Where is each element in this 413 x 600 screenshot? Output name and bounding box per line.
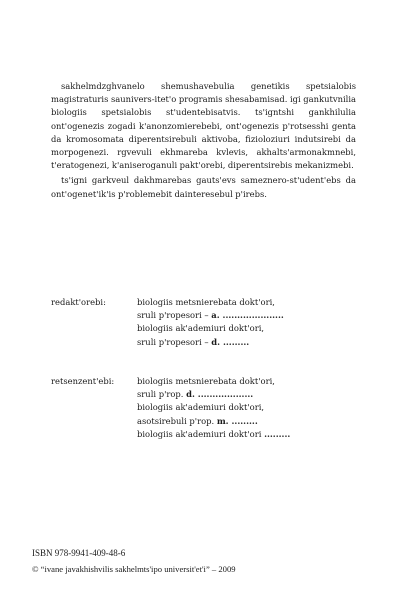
reviewer-line bbox=[137, 375, 275, 388]
copyright: © “ivane javakhishvilis sakhelmts'ipo universit'et'i” – 2009 bbox=[32, 564, 236, 574]
editor-line bbox=[137, 296, 275, 309]
editors-row-2 bbox=[51, 309, 371, 322]
reviewer-title: biologiis metsnierebata dokt'ori, bbox=[137, 376, 275, 386]
editor-name: a. ..................... bbox=[211, 310, 284, 321]
isbn: ISBN 978-9941-409-48-6 bbox=[32, 548, 126, 558]
editors-block bbox=[51, 296, 371, 349]
editors-label: redakt'orebi: bbox=[51, 297, 106, 307]
reviewers-label: retsenzent'ebi: bbox=[51, 376, 115, 386]
reviewers-row-1 bbox=[51, 375, 371, 388]
reviewer-name: ......... bbox=[264, 428, 291, 439]
editor-title: biologiis metsnierebata dokt'ori, bbox=[137, 297, 275, 307]
editors-row-4 bbox=[51, 336, 371, 349]
reviewer-title: biologiis ak'ademiuri dokt'ori bbox=[137, 428, 265, 439]
editor-title: sruli p'ropesori – bbox=[137, 336, 212, 347]
reviewers-row-4 bbox=[51, 415, 371, 428]
abstract-paragraph-2: ts'igni garkveul dakhmarebas gauts'evs sameznero-st'udent'ebs da ont'ogenet'ik'is p'roblemebit dainteresebul p'irebs. bbox=[51, 175, 356, 199]
reviewer-title: biologiis ak'ademiuri dokt'ori, bbox=[137, 402, 265, 413]
editor-name: d. ......... bbox=[211, 336, 250, 347]
reviewer-line bbox=[137, 415, 258, 428]
editors-row-1 bbox=[51, 296, 371, 309]
editor-line bbox=[137, 336, 249, 349]
abstract bbox=[51, 80, 356, 203]
abstract-paragraph-1: sakhelmdzghvanelo shemushavebulia genetikis spetsialobis magistraturis saunivers-itet'o programis shesabamisad. igi gankutvnilia biologiis spetsialobis st'udentebisatvis. ts'igntshi gankhilulia ont'ogenezis zogadi k'anonzomierebebi, ont'ogenezis p'rotsesshi genta da kromosomata diperentsirebuli aktivoba, fizioloziuri indutsirebi da morpogenezi. rgvevuli ekhmareba kvlevis, akhalts'armonakmnebi, t'eratogenezi, k'aniseroganuli pakt'orebi, diperentsirebis mekanizmebi. bbox=[51, 81, 356, 171]
reviewer-name: m. ......... bbox=[216, 415, 258, 426]
editor-title: biologiis ak'ademiuri dokt'ori, bbox=[137, 323, 265, 334]
editors-row-3 bbox=[51, 322, 371, 335]
reviewers-row-5 bbox=[51, 428, 371, 441]
reviewer-title: asotsirebuli p'rop. bbox=[137, 415, 217, 426]
reviewer-line bbox=[137, 401, 264, 414]
editor-line bbox=[137, 309, 284, 322]
reviewers-block bbox=[51, 375, 371, 441]
reviewers-row-3 bbox=[51, 401, 371, 414]
reviewer-title: sruli p'rop. bbox=[137, 389, 187, 400]
reviewers-row-2 bbox=[51, 388, 371, 401]
reviewer-name: d. ................... bbox=[186, 389, 254, 400]
editor-line bbox=[137, 322, 264, 335]
reviewer-line bbox=[137, 388, 253, 401]
reviewer-line bbox=[137, 428, 290, 441]
editor-title: sruli p'ropesori – bbox=[137, 310, 212, 321]
